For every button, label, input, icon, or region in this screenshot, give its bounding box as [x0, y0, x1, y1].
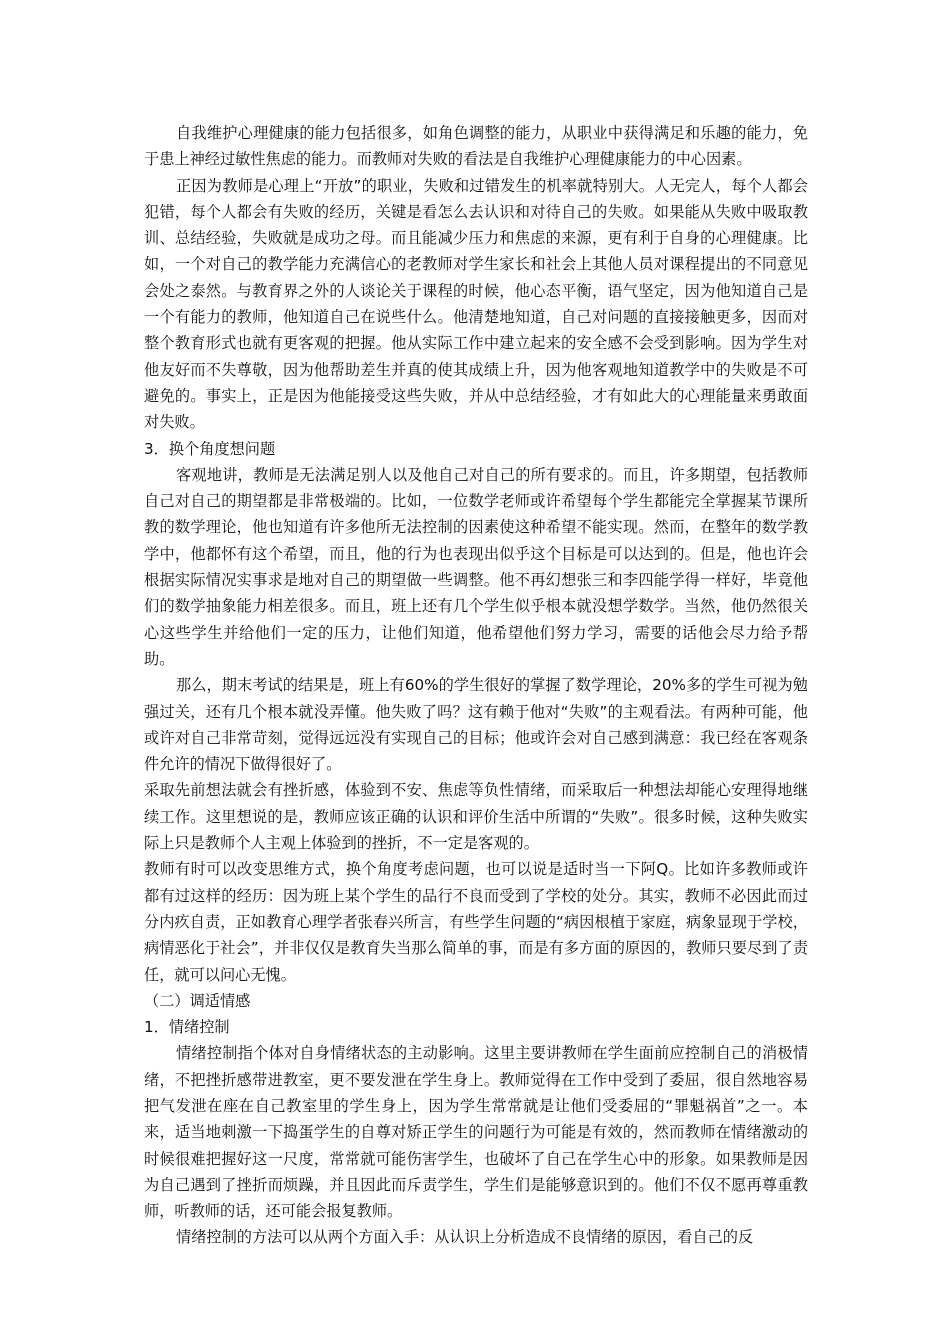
paragraph-frustration: 采取先前想法就会有挫折感，体验到不安、焦虑等负性情绪，而采取后一种想法却能心安理得地继续工作。这里想说的是，教师应该正确的认识和评价生活中所谓的“失败”。很多时候，这种失败实际上只是教师个人主观上体验到的挫折，不一定是客观的。: [144, 781, 808, 853]
paragraph-open-profession: 正因为教师是心理上“开放”的职业，失败和过错发生的机率就特别大。人无完人，每个人都会犯错，每个人都会有失败的经历，关键是看怎么去认识和对待自己的失败。如果能从失败中吸取教训、总结经验，失败就是成功之母。而且能减少压力和焦虑的来源，更有利于自身的心理健康。比如，一个对自己的教学能力充满信心的老教师对学生家长和社会上其他人员对课程提出的不同意见会处之泰然。与教育界之外的人谈论关于课程的时候，他心态平衡，语气坚定，因为他知道自己是一个有能力的教师，他知道自己在说些什么。他清楚地知道，自己对问题的直接接触更多，因而对整个教育形式也就有更客观的把握。他从实际工作中建立起来的安全感不会受到影响。因为学生对他友好而不失尊敬，因为他帮助差生并真的使其成绩上升，因为他客观地知道教学中的失败是不可避免的。事实上，正是因为他能接受这些失败，并从中总结经验，才有如此大的心理能量来勇敢面对失败。: [144, 176, 808, 432]
paragraph-self-maintenance: 自我维护心理健康的能力包括很多，如角色调整的能力，从职业中获得满足和乐趣的能力，免于患上神经过敏性焦虑的能力。而教师对失败的看法是自我维护心理健康能力的中心因素。: [144, 124, 808, 169]
heading-change-perspective: 3．换个角度想问题: [144, 439, 276, 458]
paragraph-emotion-control: 情绪控制指个体对自身情绪状态的主动影响。这里主要讲教师在学生面前应控制自己的消极情绪，不把挫折感带进教室，更不要发泄在学生身上。教师觉得在工作中受到了委屈，很自然地容易把气发泄在座在自己教室里的学生身上，因为学生常常就是让他们受委屈的“罪魁祸首”之一。本来，适当地刺激一下捣蛋学生的自尊对矫正学生的问题行为可能是有效的，然而教师在情绪激动的时候很难把握好这一尺度，常常就可能伤害学生，也破坏了自己在学生心中的形象。如果教师是因为自己遇到了挫折而烦躁，并且因此而斥责学生，学生们是能够意识到的。他们不仅不愿再尊重教师，听教师的话，还可能会报复教师。: [144, 1044, 808, 1221]
paragraph-control-methods: 情绪控制的方法可以从两个方面入手：从认识上分析造成不良情绪的原因，看自己的反: [176, 1228, 754, 1247]
heading-emotion-control: 1．情绪控制: [144, 1018, 230, 1037]
paragraph-change-thinking: 教师有时可以改变思维方式，换个角度考虑问题，也可以说是适时当一下阿Q。比如许多教师或许都有过这样的经历：因为班上某个学生的品行不良而受到了学校的处分。其实，教师不必因此而过分内疚自责，正如教育心理学者张春兴所言，有些学生问题的“病因根植于家庭，病象显现于学校，病情恶化于社会”，并非仅仅是教育失当那么简单的事，而是有多方面的原因的，教师只要尽到了责任，就可以问心无愧。: [144, 860, 808, 984]
paragraph-expectations: 客观地讲，教师是无法满足别人以及他自己对自己的所有要求的。而且，许多期望，包括教师自己对自己的期望都是非常极端的。比如，一位数学老师或许希望每个学生都能完全掌握某节课所教的数学理论，他也知道有许多他所无法控制的因素使这种希望不能实现。然而，在整年的数学教学中，他都怀有这个希望，而且，他的行为也表现出似乎这个目标是可以达到的。但是，他也许会根据实际情况实事求是地对自己的期望做一些调整。他不再幻想张三和李四能学得一样好，毕竟他们的数学抽象能力相差很多。而且，班上还有几个学生似乎根本就没想学数学。当然，他仍然很关心这些学生并给他们一定的压力，让他们知道，他希望他们努力学习，需要的话他会尽力给予帮助。: [144, 465, 808, 668]
paragraph-exam-results: 那么，期末考试的结果是，班上有60%的学生很好的掌握了数学理论，20%多的学生可视为勉强过关，还有几个根本就没弄懂。他失败了吗？这有赖于他对“失败”的主观看法。有两种可能，他或许对自己非常苛刻，觉得远远没有实现自己的目标；他或许会对自己感到满意：我已经在客观条件允许的情况下做得很好了。: [144, 676, 808, 774]
document-page: [144, 120, 808, 1251]
heading-adjust-emotion: （二）调适情感: [144, 991, 251, 1010]
